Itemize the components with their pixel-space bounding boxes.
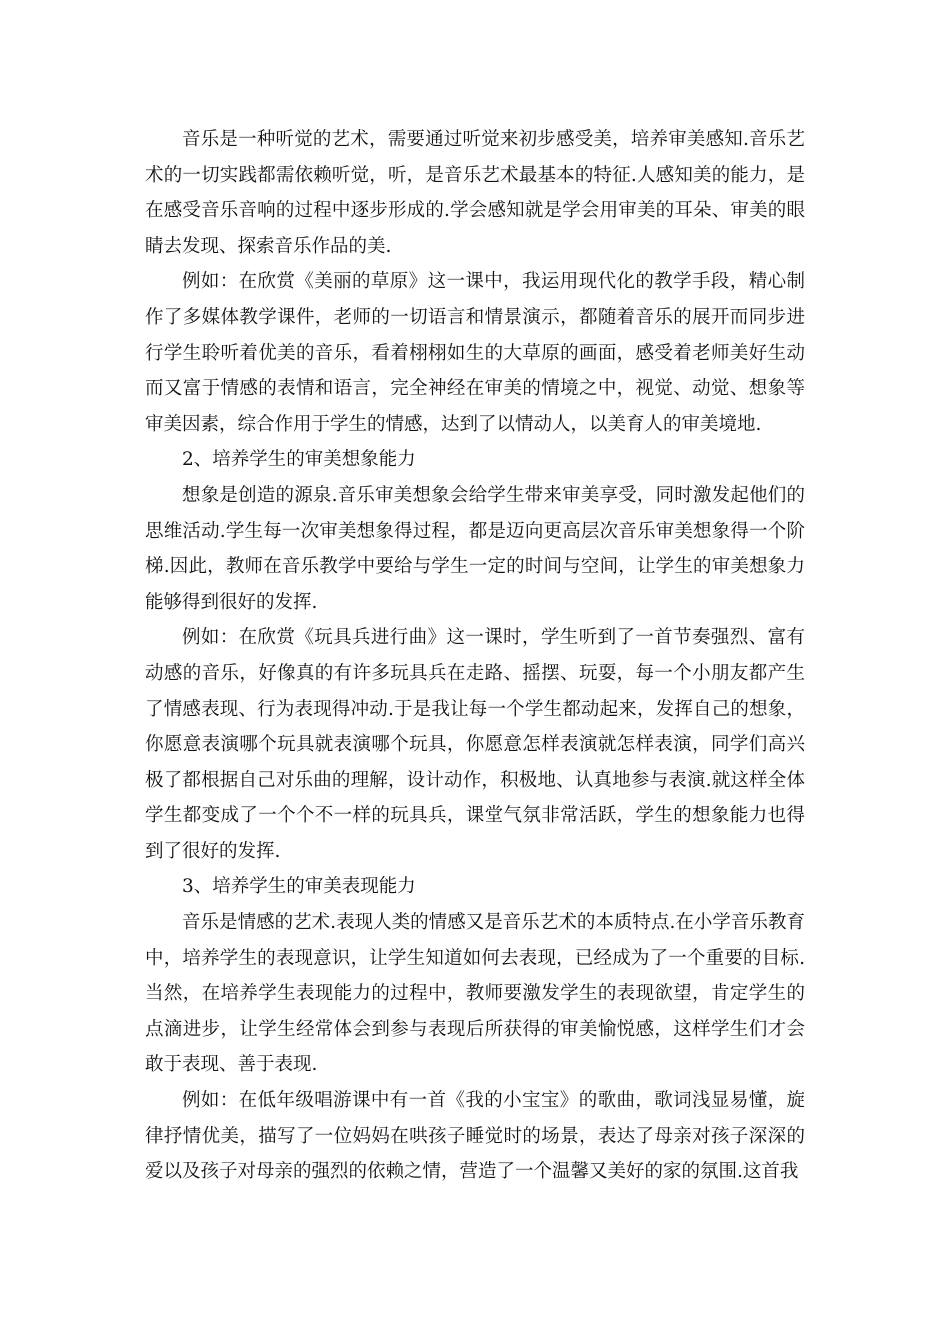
section-heading-imagination: 2、培养学生的审美想象能力 (182, 449, 416, 471)
paragraph-example-toy-soldier: 例如：在欣赏《玩具兵进行曲》这一课时，学生听到了一首节奏强烈、富有动感的音乐，好像真的有许多玩具兵在走路、摇摆、玩耍，每一个小朋友都产生了情感表现、行为表现得冲动.于是我让每一个学生都动起来，发挥自己的想象，你愿意表演哪个玩具就表演哪个玩具，你愿意怎样表演就怎样表演，同学们高兴极了都根据自己对乐曲的理解，设计动作，积极地、认真地参与表演.就这样全体学生都变成了一个个不一样的玩具兵，课堂气氛非常活跃，学生的想象能力也得到了很好的发挥. (145, 627, 805, 862)
paragraph-expression: 音乐是情感的艺术.表现人类的情感又是音乐艺术的本质特点.在小学音乐教育中，培养学生的表现意识，让学生知道如何去表现，已经成为了一个重要的目标.当然，在培养学生表现能力的过程中，教师要激发学生的表现欲望，肯定学生的点滴进步，让学生经常体会到参与表现后所获得的审美愉悦感，这样学生们才会敢于表现、善于表现. (145, 912, 805, 1076)
paragraph-music-perception: 音乐是一种听觉的艺术，需要通过听觉来初步感受美，培养审美感知.音乐艺术的一切实践都需依赖听觉，听，是音乐艺术最基本的特征.人感知美的能力，是在感受音乐音响的过程中逐步形成的.学会感知就是学会用审美的耳朵、审美的眼睛去发现、探索音乐作品的美. (145, 129, 805, 257)
paragraph-imagination: 想象是创造的源泉.音乐审美想象会给学生带来审美享受，同时激发起他们的思维活动.学生每一次审美想象得过程，都是迈向更高层次音乐审美想象得一个阶梯.因此，教师在音乐教学中要给与学生一定的时间与空间，让学生的审美想象力能够得到很好的发挥. (145, 484, 805, 613)
section-heading-expression: 3、培养学生的审美表现能力 (182, 876, 416, 898)
paragraph-example-grassland: 例如：在欣赏《美丽的草原》这一课中，我运用现代化的教学手段，精心制作了多媒体教学课件，老师的一切语言和情景演示，都随着音乐的展开而同步进行学生聆听着优美的音乐，看着栩栩如生的大草原的画面，感受着老师美好生动而又富于情感的表情和语言，完全神经在审美的情境之中，视觉、动觉、想象等审美因素，综合作用于学生的情感，达到了以情动人，以美育人的审美境地. (145, 271, 805, 435)
document-body (145, 122, 805, 1190)
paragraph-example-baby: 例如：在低年级唱游课中有一首《我的小宝宝》的歌曲，歌词浅显易懂，旋律抒情优美，描写了一位妈妈在哄孩子睡觉时的场景，表达了母亲对孩子深深的爱以及孩子对母亲的强烈的依赖之情，营造了一个温馨又美好的家的氛围.这首我 (145, 1090, 805, 1183)
